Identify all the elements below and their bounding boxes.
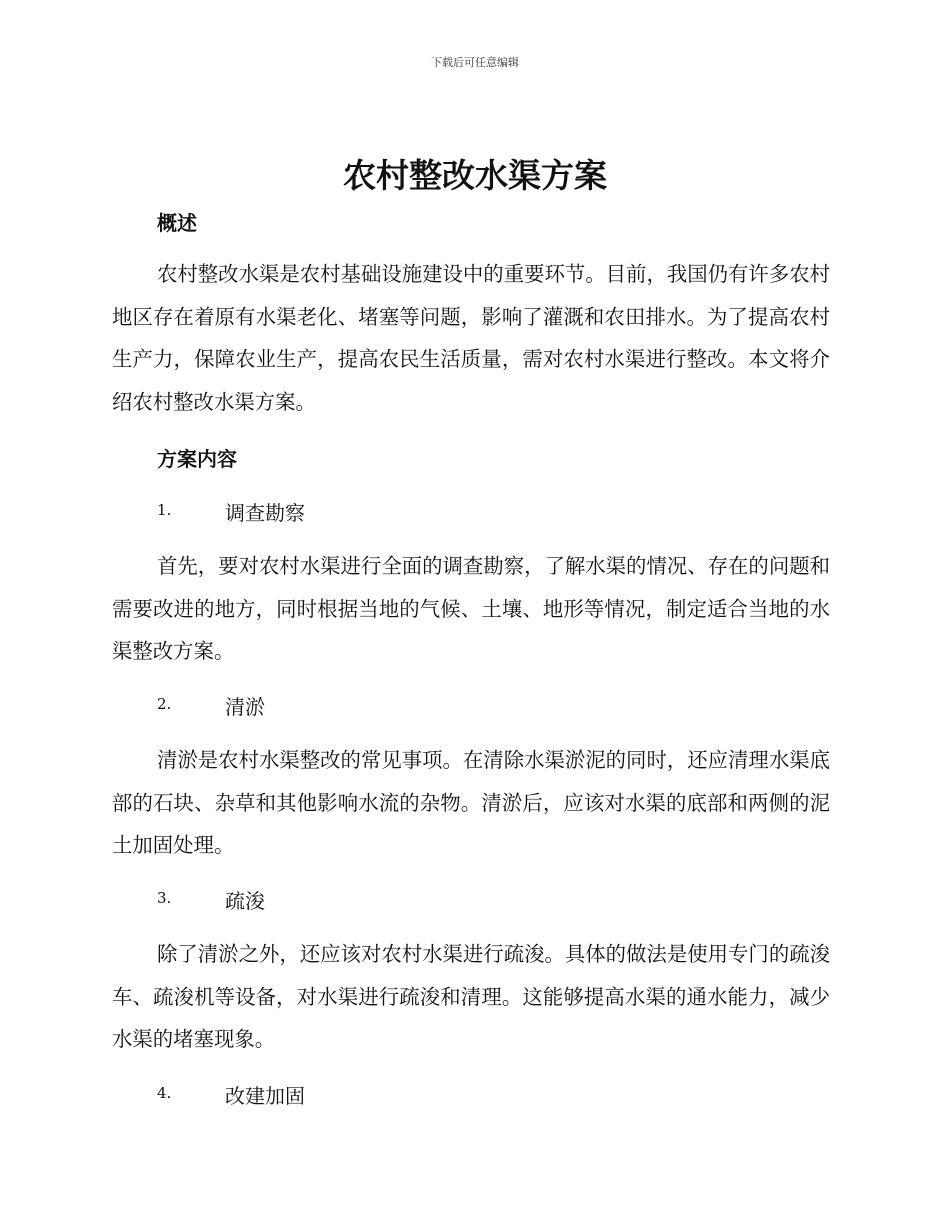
list-number: 2. — [157, 695, 172, 713]
section-heading-plan-content: 方案内容 — [157, 447, 237, 471]
section-heading-overview: 概述 — [157, 211, 197, 235]
list-label: 疏浚 — [225, 889, 265, 913]
header-note: 下载后可任意编辑 — [431, 56, 519, 69]
paragraph-dredge: 清淤是农村水渠整改的常见事项。在清除水渠淤泥的同时，还应清理水渠底部的石块、杂草和其他影响水流的杂物。清淤后，应该对水渠的底部和两侧的泥土加固处理。 — [112, 748, 830, 857]
list-label: 调查勘察 — [225, 501, 305, 525]
list-number: 3. — [157, 889, 172, 907]
list-number: 1. — [157, 501, 172, 519]
list-number: 4. — [157, 1084, 172, 1102]
document-title: 农村整改水渠方案 — [343, 156, 607, 195]
list-label: 清淤 — [225, 695, 265, 719]
paragraph-deepen: 除了清淤之外，还应该对农村水渠进行疏浚。具体的做法是使用专门的疏浚车、疏浚机等设备，对水渠进行疏浚和清理。这能够提高水渠的通水能力，减少水渠的堵塞现象。 — [112, 942, 830, 1051]
paragraph-survey: 首先，要对农村水渠进行全面的调查勘察，了解水渠的情况、存在的问题和需要改进的地方，同时根据当地的气候、土壤、地形等情况，制定适合当地的水渠整改方案。 — [112, 554, 830, 663]
paragraph-overview: 农村整改水渠是农村基础设施建设中的重要环节。目前，我国仍有许多农村地区存在着原有水渠老化、堵塞等问题，影响了灌溉和农田排水。为了提高农村生产力，保障农业生产，提高农民生活质量，需对农村水渠进行整改。本文将介绍农村整改水渠方案。 — [112, 262, 830, 414]
list-label: 改建加固 — [225, 1084, 305, 1108]
